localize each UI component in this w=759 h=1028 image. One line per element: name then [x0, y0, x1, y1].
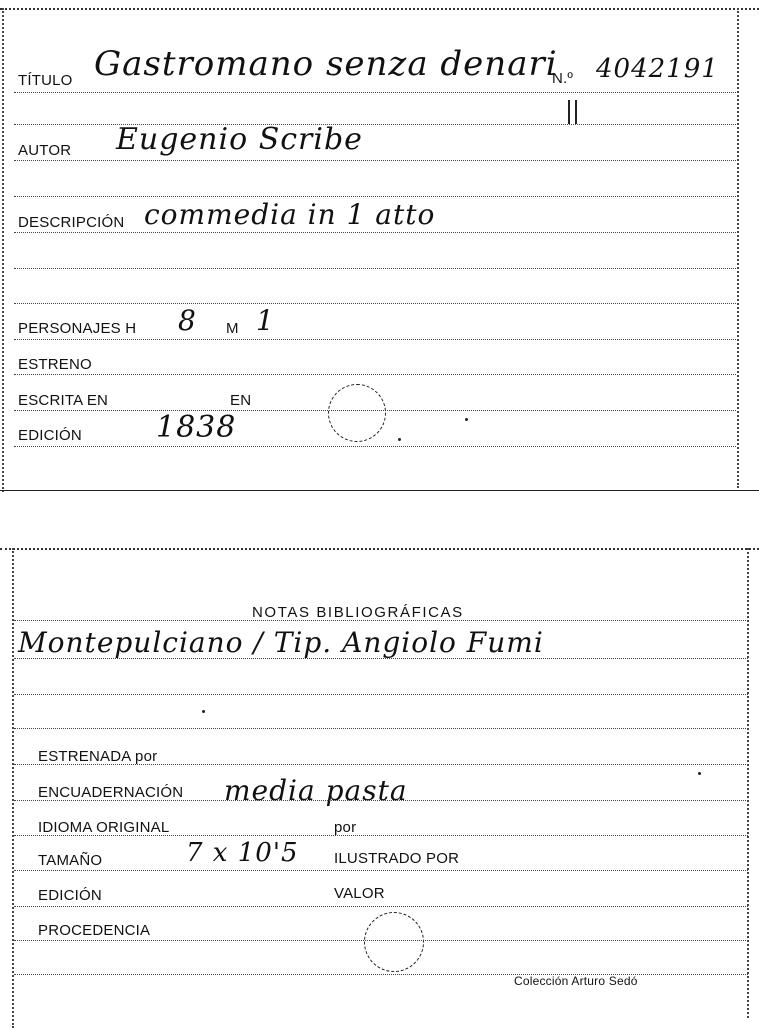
procedencia-line: [14, 940, 748, 941]
edicion-back-label: EDICIÓN: [38, 887, 102, 904]
idioma-line: [14, 835, 748, 836]
estreno-line: [14, 374, 736, 375]
numero-label: N.º: [552, 70, 574, 87]
autor-label: AUTOR: [18, 142, 72, 159]
encuadernacion-line: [14, 800, 748, 801]
autor-line: [14, 160, 736, 161]
edicion-label: EDICIÓN: [18, 427, 82, 444]
ink-dot: [698, 772, 701, 775]
personajes-m-handwritten: 1: [256, 304, 275, 337]
personajes-m-label: M: [226, 320, 239, 337]
encuadernacion-label: ENCUADERNACIÓN: [38, 784, 184, 801]
descripcion-handwritten: commedia in 1 atto: [144, 198, 436, 231]
estrenada-label: ESTRENADA por: [38, 748, 158, 765]
tamano-line: [14, 870, 748, 871]
card-left-edge: [2, 8, 4, 492]
ditto-mark: [575, 100, 577, 124]
en-label: EN: [230, 392, 252, 409]
numero-handwritten: 4042191: [596, 54, 719, 84]
ilustrado-label: ILUSTRADO POR: [334, 850, 460, 867]
card-top-edge: [0, 8, 759, 10]
procedencia-label: PROCEDENCIA: [38, 922, 151, 939]
descripcion-label: DESCRIPCIÓN: [18, 214, 125, 231]
descripcion-line: [14, 232, 736, 233]
card-right-edge: [747, 548, 749, 1018]
ruled-line: [14, 268, 736, 269]
front-catalog-card: [0, 0, 759, 492]
card-right-edge: [737, 8, 739, 488]
por-label: por: [334, 819, 357, 836]
ruled-line: [14, 728, 748, 729]
tamano-handwritten: 7 x 10'5: [186, 838, 299, 868]
idioma-label: IDIOMA ORIGINAL: [38, 819, 170, 836]
encuadernacion-handwritten: media pasta: [224, 774, 408, 807]
card-bottom-edge: [0, 490, 759, 491]
personajes-h-handwritten: 8: [178, 304, 197, 337]
ink-dot: [465, 418, 468, 421]
notas-label: NOTAS BIBLIOGRÁFICAS: [252, 604, 464, 621]
notas-line: [14, 620, 748, 621]
stamp-circle: [328, 384, 386, 442]
card-top-edge: [0, 548, 759, 550]
ink-dot: [398, 438, 401, 441]
edicion-back-line: [14, 906, 748, 907]
edicion-handwritten: 1838: [156, 410, 237, 445]
ditto-mark: [568, 100, 570, 124]
titulo-handwritten: Gastromano senza denari: [94, 44, 558, 84]
autor-handwritten: Eugenio Scribe: [116, 122, 363, 157]
personajes-label: PERSONAJES H: [18, 320, 137, 337]
estrenada-line: [14, 764, 748, 765]
ruled-line: [14, 694, 748, 695]
titulo-line: [14, 92, 736, 93]
ruled-line: [14, 658, 748, 659]
estreno-label: ESTRENO: [18, 356, 92, 373]
back-catalog-card: [0, 540, 759, 1028]
coleccion-label: Colección Arturo Sedó: [514, 974, 638, 988]
ink-dot: [202, 710, 205, 713]
ruled-line: [14, 196, 736, 197]
titulo-label: TÍTULO: [18, 72, 73, 89]
stamp-circle: [364, 912, 424, 972]
valor-label: VALOR: [334, 885, 385, 902]
notas-handwritten: Montepulciano / Tip. Angiolo Fumi: [18, 626, 544, 659]
edicion-line: [14, 446, 736, 447]
personajes-line: [14, 339, 736, 340]
ruled-line: [14, 303, 736, 304]
tamano-label: TAMAÑO: [38, 852, 103, 869]
escrita-en-label: ESCRITA EN: [18, 392, 109, 409]
